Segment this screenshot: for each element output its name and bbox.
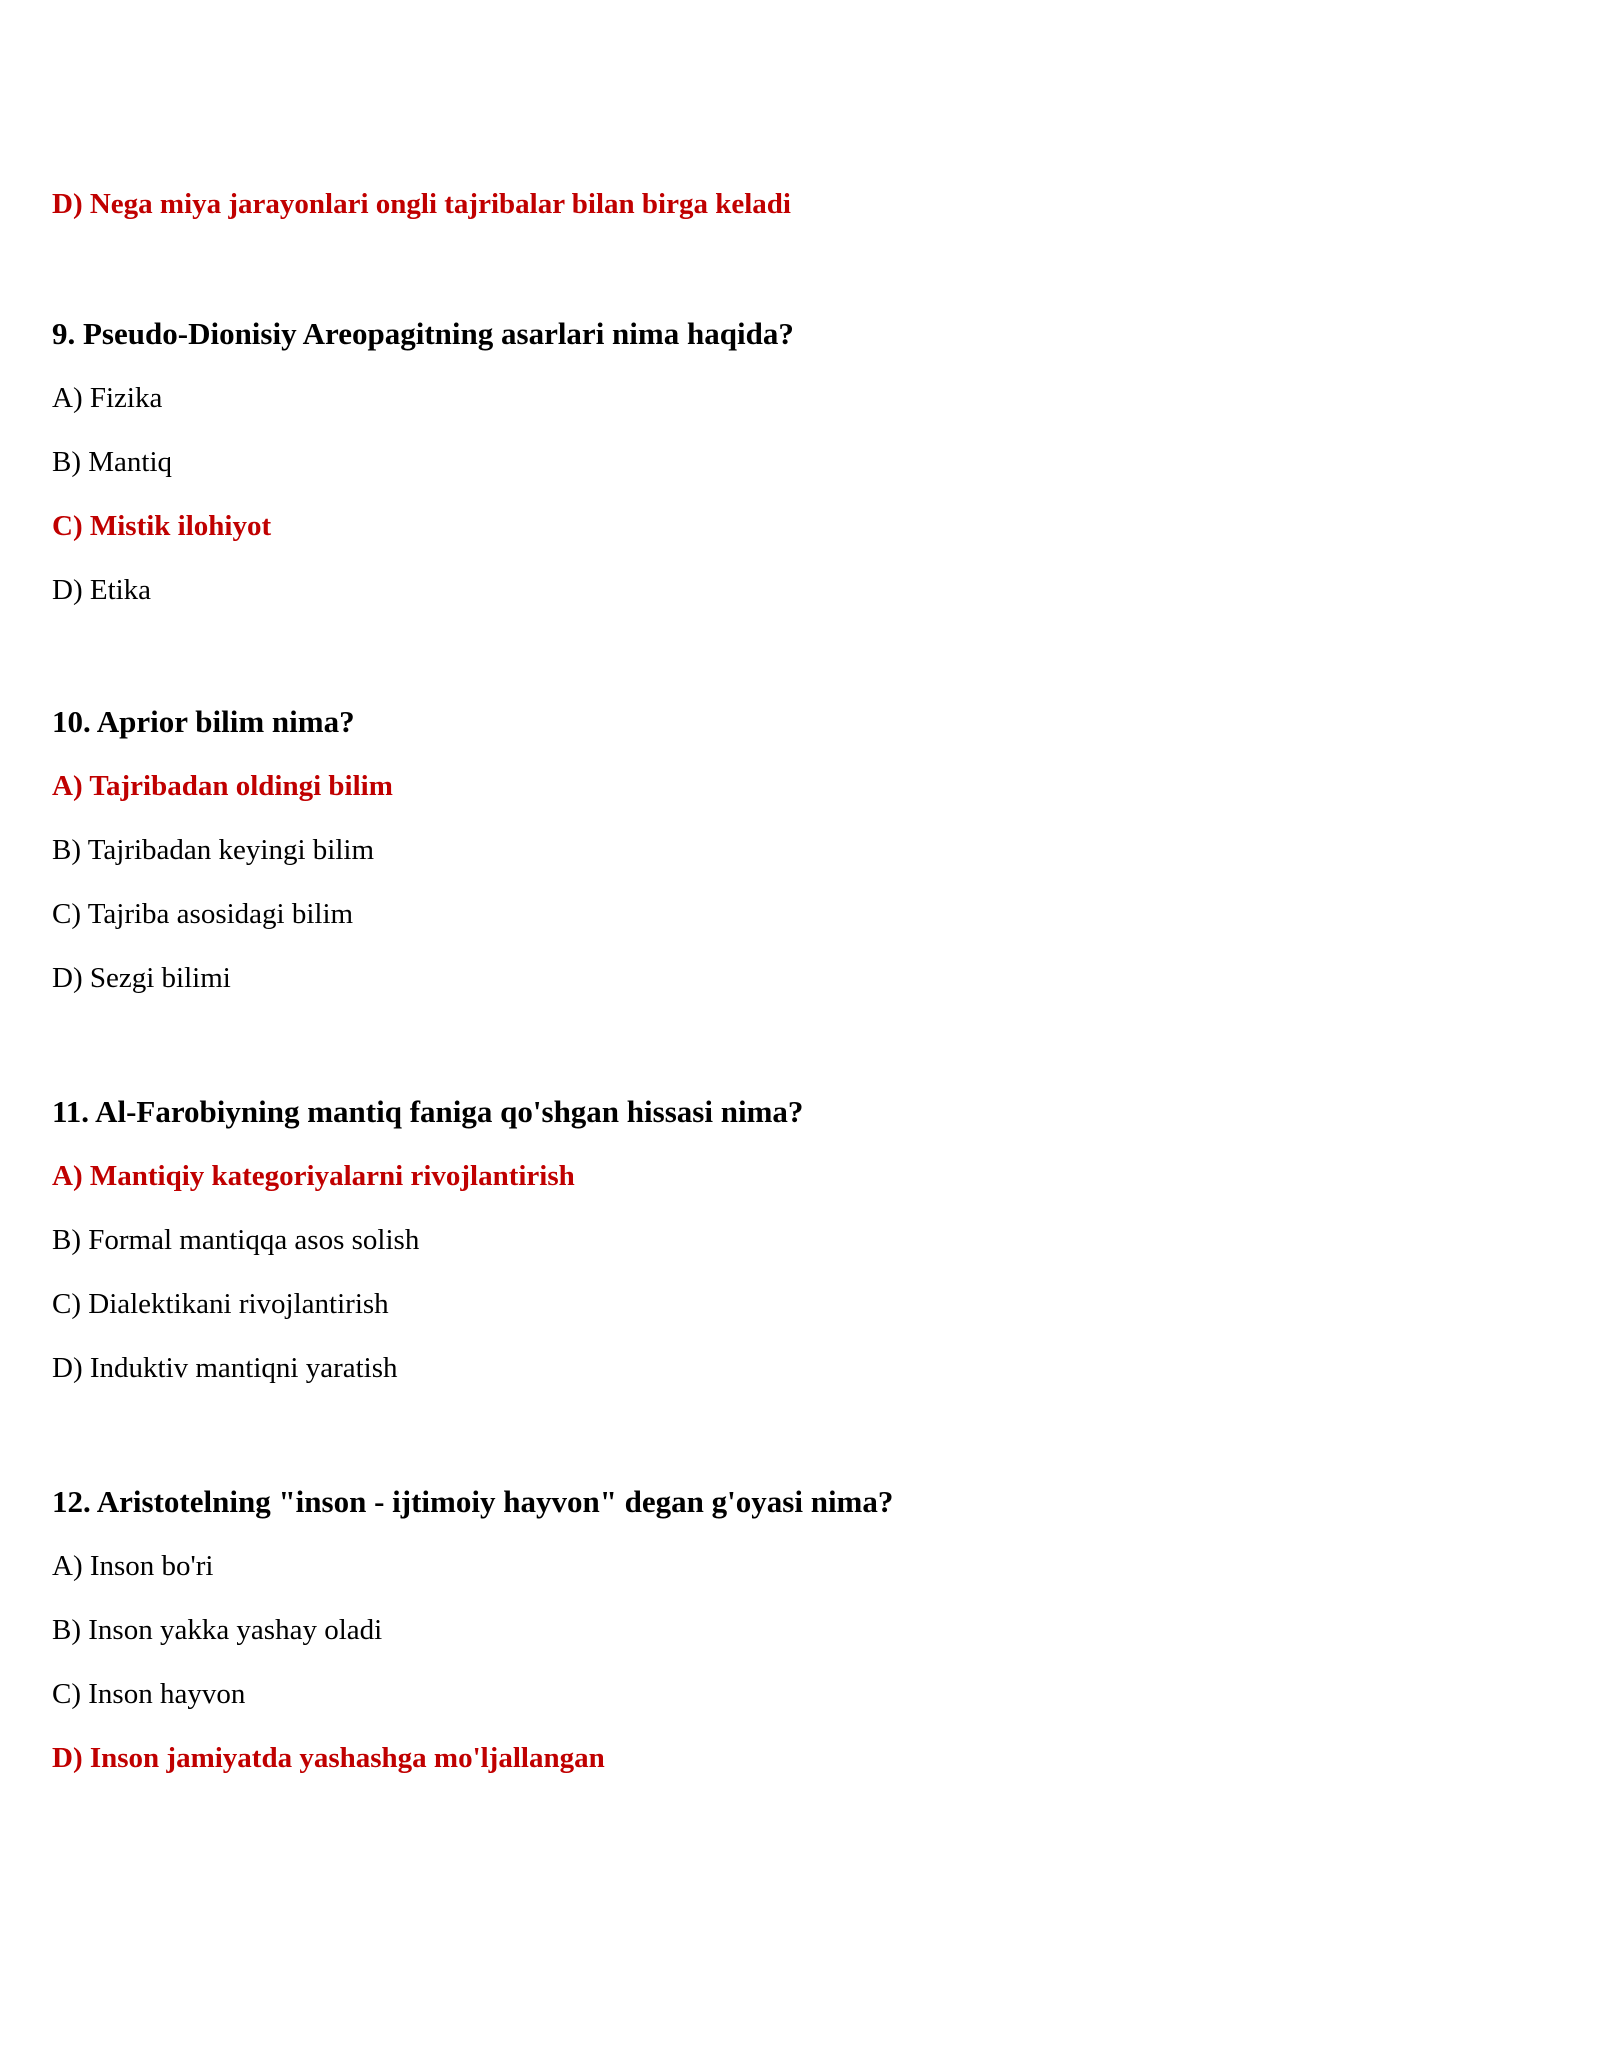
question-11-option-b: B) Formal mantiqqa asos solish <box>52 1224 420 1256</box>
previous-question-correct-answer: D) Nega miya jarayonlari ongli tajribalar bilan birga keladi <box>52 188 791 220</box>
question-10-option-a-correct: A) Tajribadan oldingi bilim <box>52 770 393 802</box>
question-11-option-d: D) Induktiv mantiqni yaratish <box>52 1352 398 1384</box>
question-12-option-c: C) Inson hayvon <box>52 1678 246 1710</box>
question-9-option-a: A) Fizika <box>52 382 163 414</box>
question-12-option-a: A) Inson bo'ri <box>52 1550 214 1582</box>
question-10-option-d: D) Sezgi bilimi <box>52 962 231 994</box>
question-12-option-b: B) Inson yakka yashay oladi <box>52 1614 383 1646</box>
question-11-option-c: C) Dialektikani rivojlantirish <box>52 1288 389 1320</box>
question-9-title: 9. Pseudo-Dionisiy Areopagitning asarlari nima haqida? <box>52 316 794 351</box>
question-11-title: 11. Al-Farobiyning mantiq faniga qo'shgan hissasi nima? <box>52 1094 804 1129</box>
question-9-option-c-correct: C) Mistik ilohiyot <box>52 510 272 542</box>
question-10-title: 10. Aprior bilim nima? <box>52 704 355 739</box>
question-9-option-d: D) Etika <box>52 574 152 606</box>
question-10-option-b: B) Tajribadan keyingi bilim <box>52 834 375 866</box>
question-9-option-b: B) Mantiq <box>52 446 173 478</box>
question-12-option-d-correct: D) Inson jamiyatda yashashga mo'ljallangan <box>52 1742 605 1774</box>
question-12-title: 12. Aristotelning "inson - ijtimoiy hayvon" degan g'oyasi nima? <box>52 1484 894 1519</box>
question-10-option-c: C) Tajriba asosidagi bilim <box>52 898 354 930</box>
question-11-option-a-correct: A) Mantiqiy kategoriyalarni rivojlantirish <box>52 1160 575 1192</box>
